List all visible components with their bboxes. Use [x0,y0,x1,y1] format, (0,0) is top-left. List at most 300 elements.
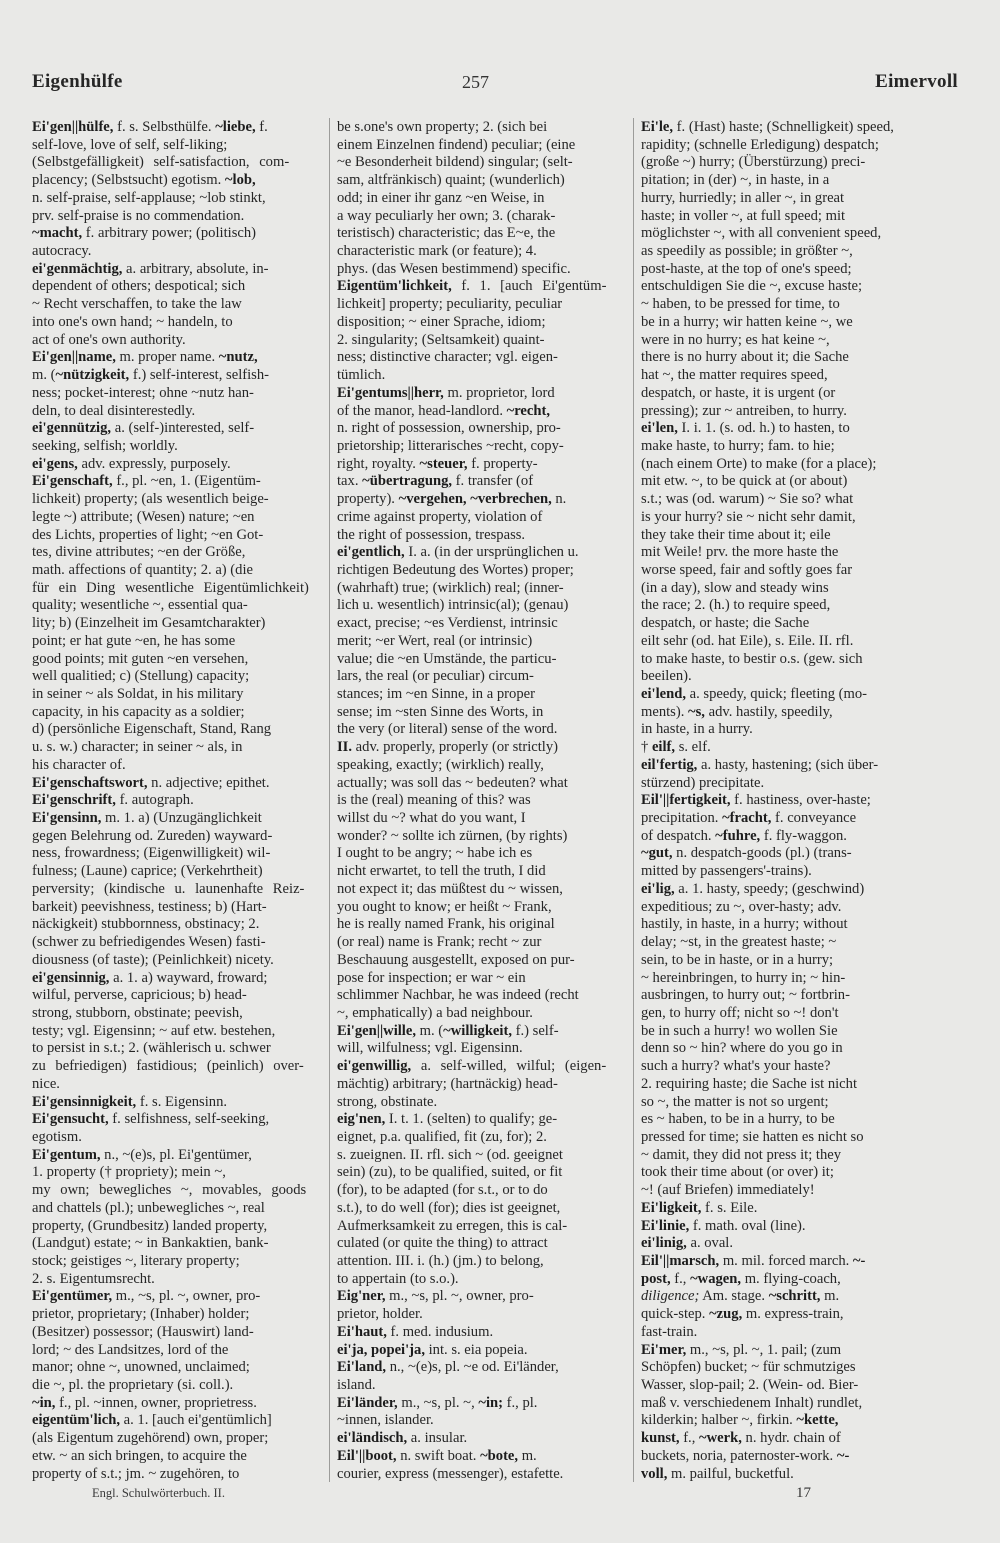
line-text [641,527,831,545]
entry-text: of despatch. [641,827,716,844]
dictionary-line [641,1377,958,1395]
entry-text: entschuldigen Sie die ~, excuse haste; [641,278,863,295]
line-text [32,154,289,172]
entry-text: f., pl. [503,1394,538,1411]
line-text [32,225,256,243]
line-text [337,1430,467,1448]
entry-text: exact, precise; ~es Verdienst, intrinsic [337,615,558,632]
headword: ~fracht, [722,810,772,827]
line-text [641,332,830,350]
line-text [32,615,265,633]
line-text [641,278,862,296]
headword: ~- [852,1253,866,1269]
dictionary-line [641,1324,958,1342]
dictionary-line [641,863,958,881]
entry-text: legte ~) attribute; (Wesen) nature; ~en [32,508,255,525]
line-text [32,385,254,403]
dictionary-line [337,686,625,704]
line-text [337,970,526,988]
dictionary-line [641,1005,958,1023]
line-text [641,668,692,686]
entry-text: hastily, in haste, in a hurry; without [641,916,848,933]
dictionary-line [641,278,958,296]
headword: Ei'haut, [337,1323,387,1340]
dictionary-line [32,1466,322,1484]
line-text [32,1182,306,1200]
line-text [337,1129,547,1147]
line-text [337,349,558,367]
dictionary-line [337,1342,625,1360]
dictionary-line [337,881,625,899]
entry-text: haste; in voller ~, at full speed; mit [641,207,846,224]
line-text [32,1111,269,1129]
dictionary-line [32,810,322,828]
entry-text: (Landgut) estate; ~ in Bankaktien, bank- [32,1235,269,1252]
line-text [641,1359,856,1377]
headword: ei'ländisch, [337,1430,408,1447]
entry-text: n., ~(e)s, pl. Ei'gentümer, [100,1146,252,1163]
dictionary-line [32,420,322,438]
dictionary-line [32,1306,322,1324]
headword: ~lob, [224,172,256,189]
entry-text: f., [679,1430,700,1447]
line-text [32,1129,82,1147]
entry-text: manor; ohne ~, unowned, unclaimed; [32,1359,250,1376]
line-text [32,792,194,810]
line-text [32,668,249,686]
dictionary-line [641,367,958,385]
line-text [32,296,242,314]
line-text [337,527,525,545]
entry-text: precipitation. [641,810,723,827]
line-text [641,1448,849,1466]
line-text [32,314,233,332]
entry-text: 2. singularity; (Seltsamkeit) quaint- [337,331,545,348]
line-text [641,863,812,881]
line-text [32,1253,240,1271]
line-text [337,1023,559,1041]
line-text [32,367,269,385]
line-text [337,1253,544,1271]
line-text [337,597,568,615]
dictionary-line [337,278,625,296]
entry-text: were in no hurry; es hat keine ~, [641,331,830,348]
entry-text: quality; wesentliche ~, essential qua- [32,597,248,614]
line-text [32,527,263,545]
dictionary-line [337,1076,625,1094]
entry-text: mächtig) arbitrary; (hartnäckig) head- [337,1075,558,1092]
entry-text: m. ( [32,367,56,384]
headword: Ei'länder, [337,1394,398,1411]
entry-text: a. arbitrary, absolute, in- [122,260,269,277]
entry-text: (schwer zu befriedigendes Wesen) fasti- [32,934,266,951]
line-text [641,1395,862,1413]
headword: Ei'genschaftswort, [32,774,148,791]
entry-text: sein, to be in haste, or in a hurry; [641,951,834,968]
entry-text: (Selbstgefälligkeit) self-satisfaction, com- [32,154,290,171]
line-text [32,172,256,190]
dictionary-line [337,1253,625,1271]
dictionary-line [337,1235,625,1253]
entry-text: property, (Grundbesitz) landed property, [32,1217,268,1234]
dictionary-line [641,828,958,846]
entry-text: eilt sehr (od. hat Eile), s. Eile. II. rfl. [641,632,854,649]
dictionary-line [32,1200,322,1218]
entry-text: (for), to be adapted (for s.t., or to do [337,1182,548,1199]
dictionary-line [32,190,322,208]
line-text [337,1182,548,1200]
entry-text: wonder? ~ sollte ich zürnen, (by rights) [337,827,568,844]
dictionary-line [32,1412,322,1430]
headword: ~- [836,1447,850,1464]
line-text [641,562,852,580]
entry-text: point; er hat gute ~en, he has some [32,632,236,649]
line-text [337,1271,459,1289]
line-text [641,1058,830,1076]
dictionary-line [641,473,958,491]
headword: ~kette, [796,1412,839,1429]
line-text [337,810,526,828]
line-text [32,403,195,421]
entry-text: ments). [641,703,689,720]
dictionary-line [32,916,322,934]
entry-text: 2. s. Eigentumsrecht. [32,1270,155,1287]
dictionary-line [337,916,625,934]
dictionary-line [337,580,625,598]
dictionary-line [32,1324,322,1342]
entry-text: tümlich. [337,367,386,384]
entry-text: gegen Belehrung od. Zureden) wayward- [32,827,273,844]
line-text [641,1147,841,1165]
dictionary-line [337,863,625,881]
column-middle [337,119,625,1483]
line-text [32,562,253,580]
entry-text: characteristic mark (or feature); 4. [337,243,537,260]
line-text [32,739,242,757]
dictionary-line [32,137,322,155]
line-text [641,792,871,810]
entry-text: merit; ~er Wert, real (or intrinsic) [337,632,533,649]
line-text [641,438,835,456]
dictionary-line [337,527,625,545]
dictionary-line [641,1466,958,1484]
dictionary-line [641,438,958,456]
entry-text: gen, to hurry off; nicht so ~! don't [641,1004,839,1021]
entry-text: I. t. 1. (selten) to qualify; ge- [385,1111,558,1128]
entry-text: disposition; ~ einer Sprache, idiom; [337,313,546,330]
headword: ~wagen, [690,1270,742,1287]
entry-text: f. s. Eile. [701,1199,758,1216]
line-text [337,1412,434,1430]
entry-text: des Lichts, properties of light; ~en Got- [32,526,264,543]
headword: ~bote, [480,1447,519,1464]
entry-text: kilderkin; halber ~, firkin. [641,1412,797,1429]
line-text [337,952,575,970]
headword: ei'len, [641,420,678,437]
line-text [337,1200,560,1218]
line-text [641,1271,841,1289]
entry-text: a. hasty, hastening; (sich über- [697,756,879,773]
entry-text: n., ~(e)s, pl. ~e od. Ei'länder, [386,1359,559,1376]
dictionary-line [641,597,958,615]
entry-text: in seiner ~ als Soldat, in his military [32,686,244,702]
line-text [641,828,847,846]
line-text [337,757,544,775]
line-text [337,651,556,669]
dictionary-line [337,1111,625,1129]
dictionary-line [337,792,625,810]
line-text [32,208,244,226]
dictionary-line [641,314,958,332]
dictionary-line [641,1395,958,1413]
entry-text: schlimmer Nachbar, he was indeed (recht [337,987,579,1004]
headword: Ei'gen||hülfe, [32,119,114,135]
line-text [641,1377,858,1395]
entry-text: einem Einzelnen findend) peculiar; (eine [337,136,576,153]
dictionary-line [337,1164,625,1182]
headword: eil'fertig, [641,756,698,773]
dictionary-line [641,775,958,793]
entry-text: actually; was soll das ~ bedeuten? what [337,774,568,791]
dictionary-line [641,1182,958,1200]
entry-text: n. right of possession, ownership, pro- [337,420,561,437]
headword: eig'nen, [337,1111,386,1128]
entry-text: f. transfer (of [452,473,534,490]
line-text [337,1288,534,1306]
entry-text: tes, divine attributes; ~en der Größe, [32,544,246,561]
line-text [641,1288,839,1306]
line-text [641,190,844,208]
entry-text: n. self-praise, self-applause; ~lob stinkt, [32,189,266,206]
line-text [337,987,579,1005]
dictionary-line [641,1164,958,1182]
dictionary-line [641,1129,958,1147]
line-text [337,633,532,651]
entry-text: to persist in s.t.; 2. (wählerisch u. schwer [32,1040,271,1057]
dictionary-line [337,1359,625,1377]
dictionary-line [337,704,625,722]
line-text [32,473,261,491]
line-text [337,1094,437,1112]
dictionary-line [32,1218,322,1236]
page-number: 257 [462,72,489,92]
entry-text: ness, frowardness; (Eigenwilligkeit) wil- [32,845,271,862]
entry-text: etw. ~ an sich bringen, to acquire the [32,1447,247,1464]
right-guide-word: Eimervoll [875,71,958,92]
dictionary-line [32,243,322,261]
entry-text: f. med. indusium. [386,1323,494,1340]
dictionary-line [641,154,958,172]
dictionary-line [641,190,958,208]
line-text [32,420,254,438]
entry-text: eignet, p.a. qualified, fit (zu, for); 2. [337,1128,547,1145]
dictionary-line [32,1182,322,1200]
line-text [32,1288,260,1306]
entry-text: f. selfishness, self-seeking, [108,1111,270,1128]
entry-text: autocracy. [32,243,92,260]
entry-text: sam, altfränkisch) quaint; (wunderlich) [337,172,565,189]
dictionary-line [641,172,958,190]
line-text [641,686,867,704]
line-text [337,420,561,438]
headword: ei'gennützig, [32,420,112,437]
entry-text: Schöpfen) bucket; ~ für schmutziges [641,1359,856,1376]
dictionary-line [641,686,958,704]
line-text [337,208,555,226]
entry-text: ~, emphatically) a bad neighbour. [337,1004,533,1021]
column-divider [329,118,330,1482]
entry-text: be in a hurry; wir hatten keine ~, we [641,313,853,330]
entry-text: m. [518,1447,537,1464]
headword: Ei'genschaft, [32,473,113,490]
line-text [32,491,269,509]
line-text [32,509,254,527]
dictionary-line [641,916,958,934]
entry-text: Am. stage. [699,1288,769,1305]
dictionary-line [337,810,625,828]
line-text [337,668,534,686]
line-text [641,367,828,385]
headword: ei'ja, popei'ja, [337,1341,425,1358]
line-text [641,916,848,934]
headword: ~nutz, [218,349,258,366]
line-text [641,775,764,793]
entry-text: s. elf. [675,739,711,756]
line-text [641,1466,794,1484]
line-text [641,296,840,314]
dictionary-line [32,1040,322,1058]
dictionary-line [32,1129,322,1147]
line-text [32,952,274,970]
dictionary-line [337,544,625,562]
line-text [641,1430,841,1448]
dictionary-line [337,1288,625,1306]
entry-text: mitted by passengers'-trains). [641,863,812,880]
line-text [32,597,248,615]
entry-text: placency; (Selbstsucht) egotism. [32,172,225,189]
entry-text: richtigen Bedeutung des Wortes) proper; [337,561,574,578]
entry-text: pitation; in (der) ~, in haste, in a [641,172,830,189]
dictionary-line [32,1377,322,1395]
entry-text: ness; distinctive character; vgl. eigen- [337,349,558,366]
dictionary-line [337,1200,625,1218]
dictionary-line [337,1058,625,1076]
dictionary-line [32,686,322,704]
line-text [32,721,271,739]
line-text [641,1218,806,1236]
entry-text: denn so ~ hin? where do you go in [641,1040,843,1057]
line-text [32,987,247,1005]
entry-text: lity; b) (Einzelheit im Gesamtcharakter) [32,615,266,632]
dictionary-line [32,261,322,279]
line-text [337,686,535,704]
entry-text: d) (persönliche Eigenschaft, Stand, Rang [32,721,272,738]
line-text [337,332,545,350]
entry-text: a. speedy, quick; fleeting (mo- [686,686,868,702]
entry-text: es ~ haben, to be in a hurry, to be [641,1111,835,1128]
entry-text: m. 1. a) (Unzugänglichkeit [101,810,262,827]
dictionary-line [641,1147,958,1165]
line-text [337,172,565,190]
headword: Eil'||boot, [337,1447,397,1464]
entry-text: ~e Besonderheit bildend) singular; (selt- [337,154,573,171]
entry-text: m., ~s, pl. ~, 1. pail; (zum [686,1341,842,1358]
line-text [32,349,258,367]
line-text [337,828,567,846]
line-text [337,881,563,899]
line-text [337,278,606,296]
column-right [641,119,958,1483]
dictionary-line [641,562,958,580]
entry-text: ~ damit, they did not press it; they [641,1146,842,1163]
headword: ~zug, [709,1306,743,1323]
dictionary-line [337,1023,625,1041]
entry-text: für ein Ding wesentliche Eigentümlichkeit) [32,579,309,596]
line-text [641,314,853,332]
entry-text: m., ~s, pl. ~, owner, pro- [385,1288,534,1305]
line-text [337,261,571,279]
headword: Ei'gentums||herr, [337,384,444,401]
dictionary-line [641,970,958,988]
line-text [641,952,833,970]
headword: kunst, [641,1430,680,1447]
line-text [32,1058,304,1076]
dictionary-line [641,544,958,562]
dictionary-line [32,349,322,367]
entry-text: a. self-willed, wilful; (eigen- [411,1058,607,1075]
entry-text: f. s. Eigensinn. [136,1093,228,1110]
entry-text: a. insular. [407,1430,468,1447]
dictionary-line [32,1448,322,1466]
entry-text: ausbringen, to hurry out; ~ fortbrin- [641,987,850,1004]
entry-text: worse speed, fair and softly goes far [641,561,853,578]
headword: ~gut, [641,845,673,862]
entry-text: math. affections of quantity; 2. a) (die [32,561,254,578]
entry-text: m. ( [416,1022,444,1039]
entry-text: expeditious; zu ~, over-hasty; adv. [641,898,842,915]
line-text [641,1164,834,1182]
entry-text: (in a day), slow and steady wins [641,579,829,596]
line-text [32,1342,228,1360]
entry-text: my own; bewegliches ~, movables, goods [32,1182,307,1199]
dictionary-line [32,1023,322,1041]
dictionary-line [641,633,958,651]
line-text [337,1466,563,1484]
entry-text: f. hastiness, over-haste; [730,792,871,809]
line-text [641,403,847,421]
dictionary-line [337,243,625,261]
entry-text: his character of. [32,756,126,773]
dictionary-line [337,385,625,403]
entry-text: right, royalty. [337,455,420,472]
dictionary-line [641,1288,958,1306]
dictionary-line [337,137,625,155]
entry-text: adv. hastily, speedily, [704,703,833,720]
entry-text: perversity; (kindische u. launenhafte Reiz- [32,880,305,897]
dictionary-line [337,775,625,793]
entry-text: a. 1. a) wayward, froward; [109,969,268,986]
dictionary-line [337,1182,625,1200]
entry-text: f.) self- [511,1022,559,1039]
headword: Ei'gensucht, [32,1111,109,1128]
line-text [32,686,243,704]
dictionary-line [641,668,958,686]
dictionary-line [641,1023,958,1041]
entry-text: despatch, or haste, it is urgent (or [641,384,836,401]
entry-text: egotism. [32,1128,82,1145]
dictionary-line [32,456,322,474]
entry-text: make haste, to hurry; fam. to hie; [641,437,835,454]
